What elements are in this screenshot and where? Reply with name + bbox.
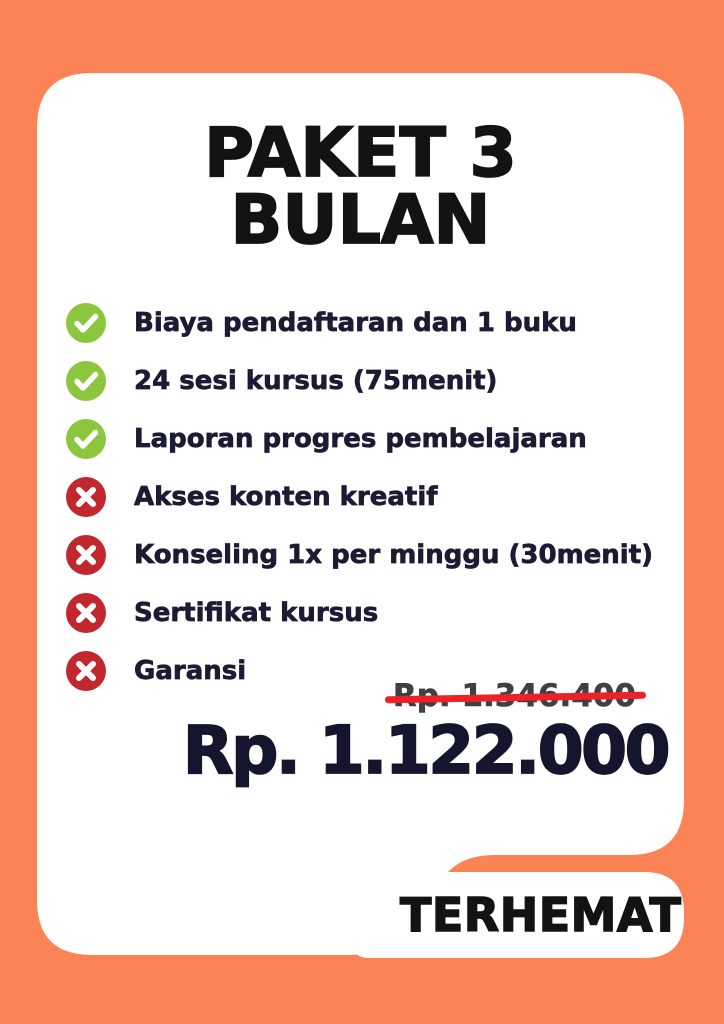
- list-item: [66, 535, 653, 575]
- list-item: [66, 419, 653, 459]
- list-item-label: Konseling 1x per minggu (30menit): [134, 540, 654, 570]
- check-icon: [66, 361, 106, 401]
- list-item-label: 24 sesi kursus (75menit): [134, 366, 498, 396]
- list-item-label: Akses konten kreatif: [134, 482, 438, 512]
- check-icon: [66, 303, 106, 343]
- old-price: [393, 678, 636, 714]
- list-item-label: Laporan progres pembelajaran: [134, 424, 587, 454]
- list-item-label: Garansi: [134, 656, 247, 686]
- feature-list: [66, 303, 653, 691]
- list-item: [66, 361, 653, 401]
- list-item: [66, 303, 653, 343]
- cross-icon: [66, 535, 106, 575]
- cross-icon: [66, 477, 106, 517]
- page-title: [37, 114, 684, 260]
- list-item-label: Biaya pendaftaran dan 1 buku: [134, 308, 577, 338]
- terhemat-badge: TERHEMAT: [400, 888, 682, 942]
- current-price: Rp. 1.122.000: [182, 712, 668, 789]
- list-item: [66, 477, 653, 517]
- page-title-line2: BULAN: [230, 181, 491, 260]
- list-item: [66, 593, 653, 633]
- cross-icon: [66, 651, 106, 691]
- cross-icon: [66, 593, 106, 633]
- check-icon: [66, 419, 106, 459]
- page-title-line1: PAKET 3: [204, 114, 517, 193]
- list-item-label: Sertifikat kursus: [134, 598, 379, 628]
